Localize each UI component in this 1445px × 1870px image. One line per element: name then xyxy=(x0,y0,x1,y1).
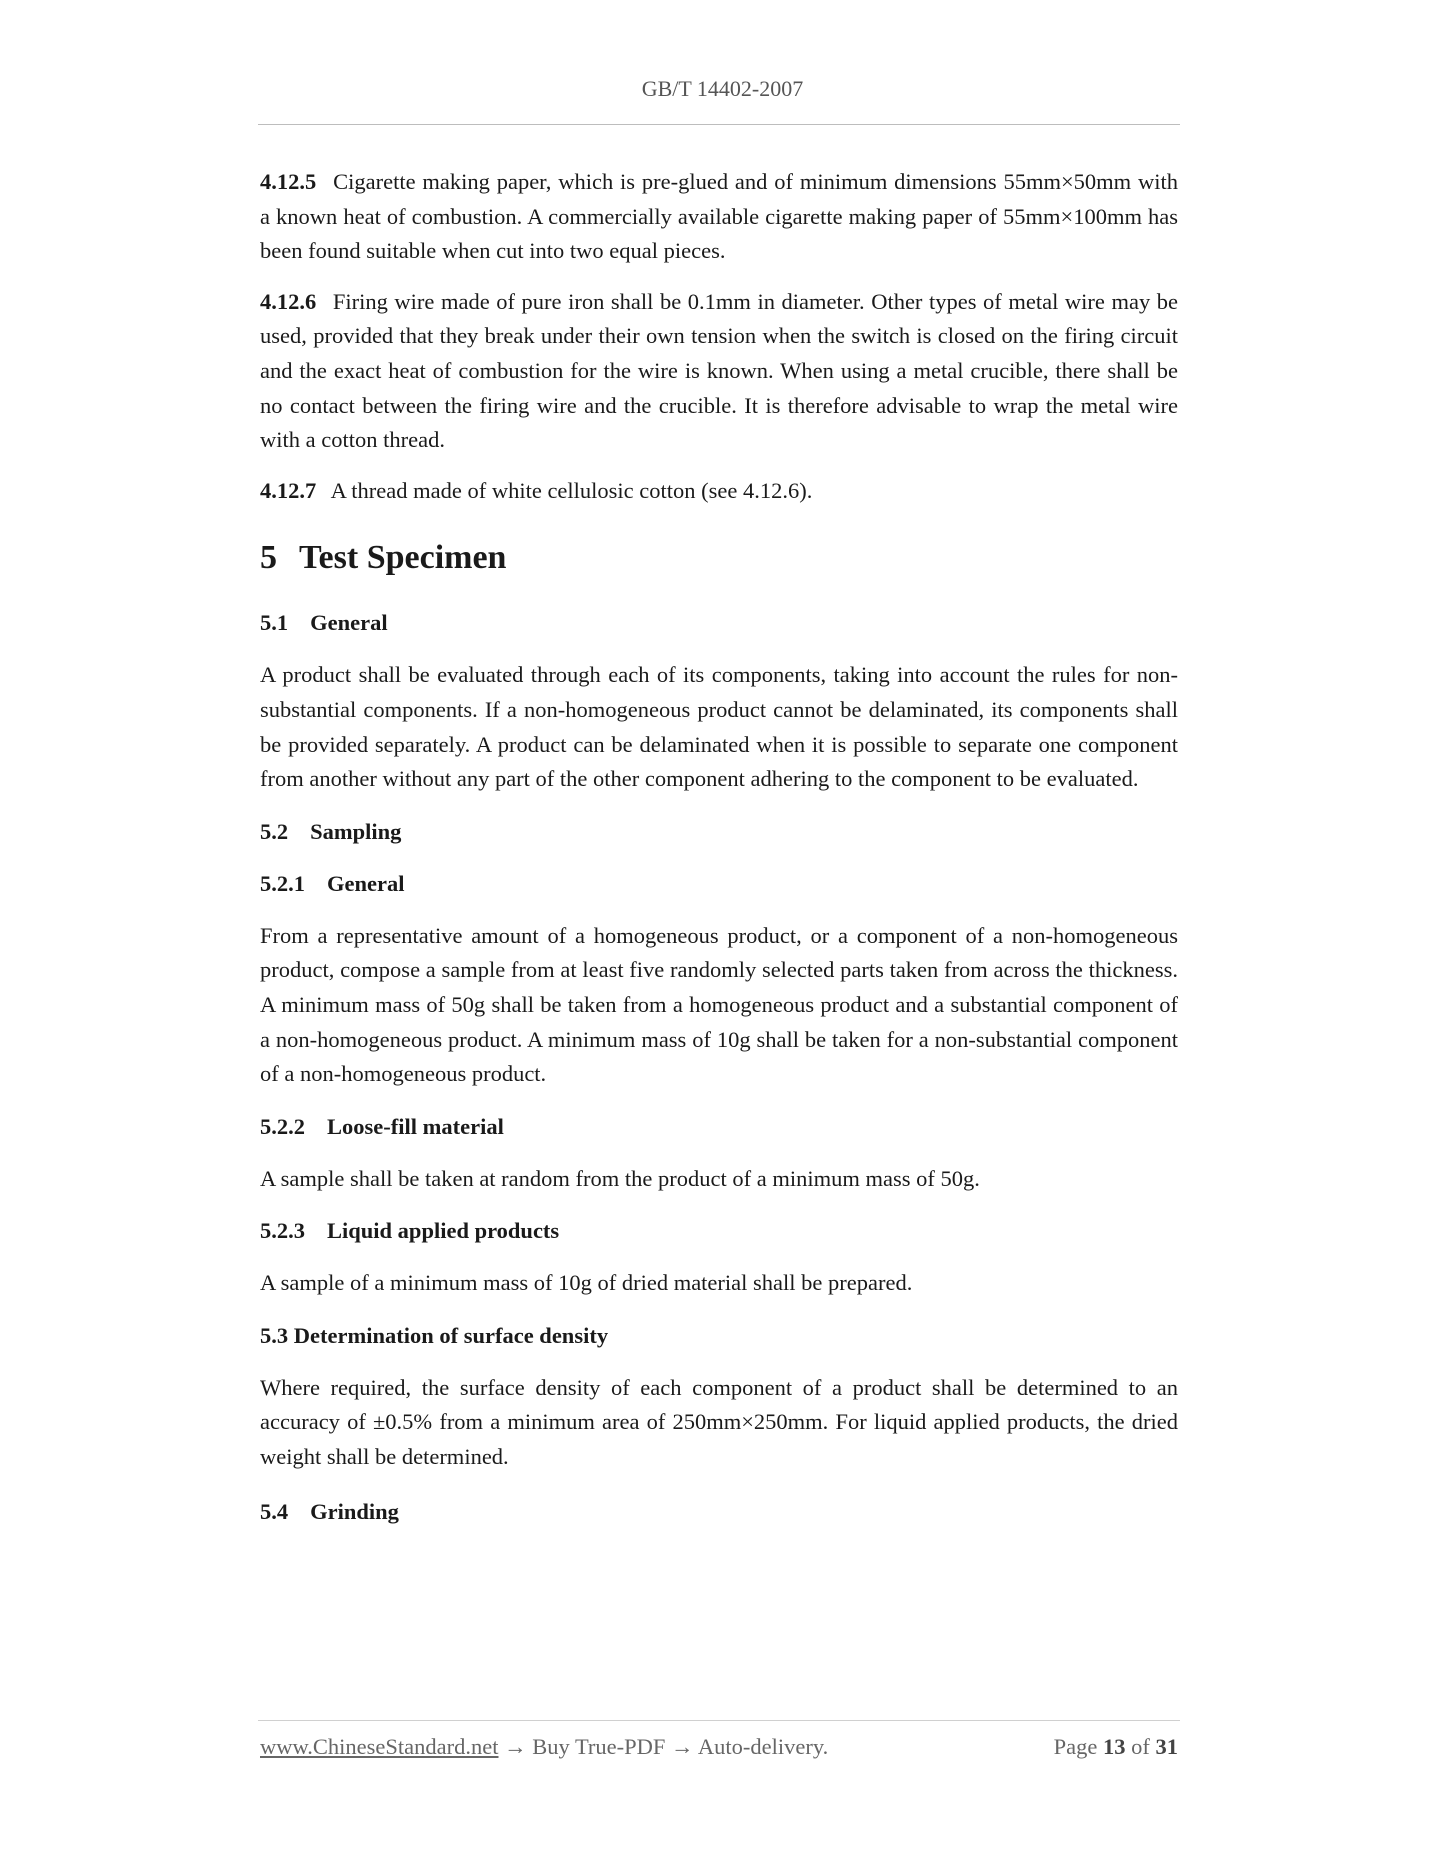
section-heading-5 xyxy=(260,538,1178,578)
section-title: General xyxy=(310,610,388,636)
section-title: Loose-fill material xyxy=(327,1113,504,1139)
page-header: GB/T 14402-2007 xyxy=(641,76,804,101)
clause-4-12-5 xyxy=(260,165,1178,269)
of-label: of xyxy=(1131,1734,1150,1759)
current-page: 13 xyxy=(1103,1734,1126,1759)
section-number: 5.4 xyxy=(260,1498,289,1524)
page-content xyxy=(260,165,1178,1527)
section-number: 5.1 xyxy=(260,610,289,636)
section-title: Grinding xyxy=(310,1498,399,1524)
section-heading-5-1 xyxy=(260,608,1178,638)
section-heading-5-2 xyxy=(260,817,1178,847)
section-number: 5.2.3 xyxy=(260,1218,305,1244)
section-title: Liquid applied products xyxy=(327,1218,560,1244)
section-heading-5-3: 5.3 Determination of surface density xyxy=(260,1322,609,1348)
section-heading-5-2-2 xyxy=(260,1112,1178,1142)
clause-number: 4.12.6 xyxy=(260,288,317,314)
clause-number: 4.12.5 xyxy=(260,169,317,194)
page-label: Page xyxy=(1053,1734,1098,1759)
section-heading-5-2-1 xyxy=(260,869,1178,899)
clause-5-2-2-text: A sample shall be taken at random from the product of a minimum mass of 50g. xyxy=(260,1165,980,1191)
clause-5-1-text: A product shall be evaluated through each of its components, taking into account the rules for non-substantial components. If a non-homogeneous product cannot be delaminated, its components shall be provided separately. A product can be delaminated when it is possible to separate one component from another without any part of the other component adhering to the component to be evaluated. xyxy=(260,662,1178,792)
clause-5-2-1-text: From a representative amount of a homogeneous product, or a component of a non-homogeneous product, compose a sample from at least five randomly selected parts taken from across the thickness. A minimum mass of 50g shall be taken from a homogeneous product and a substantial component of a non-homogeneous product. A minimum mass of 10g shall be taken for a non-substantial component of a non-homogeneous product. xyxy=(260,922,1178,1087)
section-title: Sampling xyxy=(310,818,402,844)
section-heading-5-4 xyxy=(260,1497,1178,1527)
clause-4-12-7 xyxy=(260,474,1178,509)
section-heading-5-2-3 xyxy=(260,1216,1178,1246)
clause-text: Cigarette making paper, which is pre-glued and of minimum dimensions 55mm×50mm with a known heat of combustion. A commercially available cigarette making paper of 55mm×100mm has been found suitable when cut into two equal pieces. xyxy=(260,169,1179,264)
header-divider xyxy=(258,124,1180,125)
section-title: General xyxy=(327,870,405,896)
clause-number: 4.12.7 xyxy=(260,477,317,503)
section-number: 5 xyxy=(260,539,277,577)
clause-5-2-3-text: A sample of a minimum mass of 10g of dried material shall be prepared. xyxy=(260,1270,913,1296)
page-footer xyxy=(260,1734,1178,1760)
clause-text: Firing wire made of pure iron shall be 0.1mm in diameter. Other types of metal wire may be used, provided that they break under their own tension when the switch is closed on the firing circuit and the exact heat of combustion for the wire is known. When using a metal crucible, there shall be no contact between the firing wire and the crucible. It is therefore advisable to wrap the metal wire with a cotton thread. xyxy=(260,288,1179,453)
site-link[interactable]: www.ChineseStandard.net xyxy=(260,1734,499,1759)
section-title: Test Specimen xyxy=(299,539,507,577)
section-number: 5.2.1 xyxy=(260,870,305,896)
footer-promo: → Buy True-PDF → Auto-delivery. xyxy=(498,1734,829,1759)
section-number: 5.2 xyxy=(260,818,289,844)
total-pages: 31 xyxy=(1155,1734,1178,1759)
page-indicator xyxy=(1054,1734,1178,1760)
section-number: 5.2.2 xyxy=(260,1113,305,1139)
footer-divider xyxy=(258,1720,1180,1721)
clause-text: A thread made of white cellulosic cotton (see 4.12.6). xyxy=(330,477,813,503)
clause-4-12-6 xyxy=(260,285,1178,458)
clause-5-3-text: Where required, the surface density of each component of a product shall be determined to an accuracy of ±0.5% from a minimum area of 250mm×250mm. For liquid applied products, the dried weight shall be determined. xyxy=(260,1374,1178,1470)
